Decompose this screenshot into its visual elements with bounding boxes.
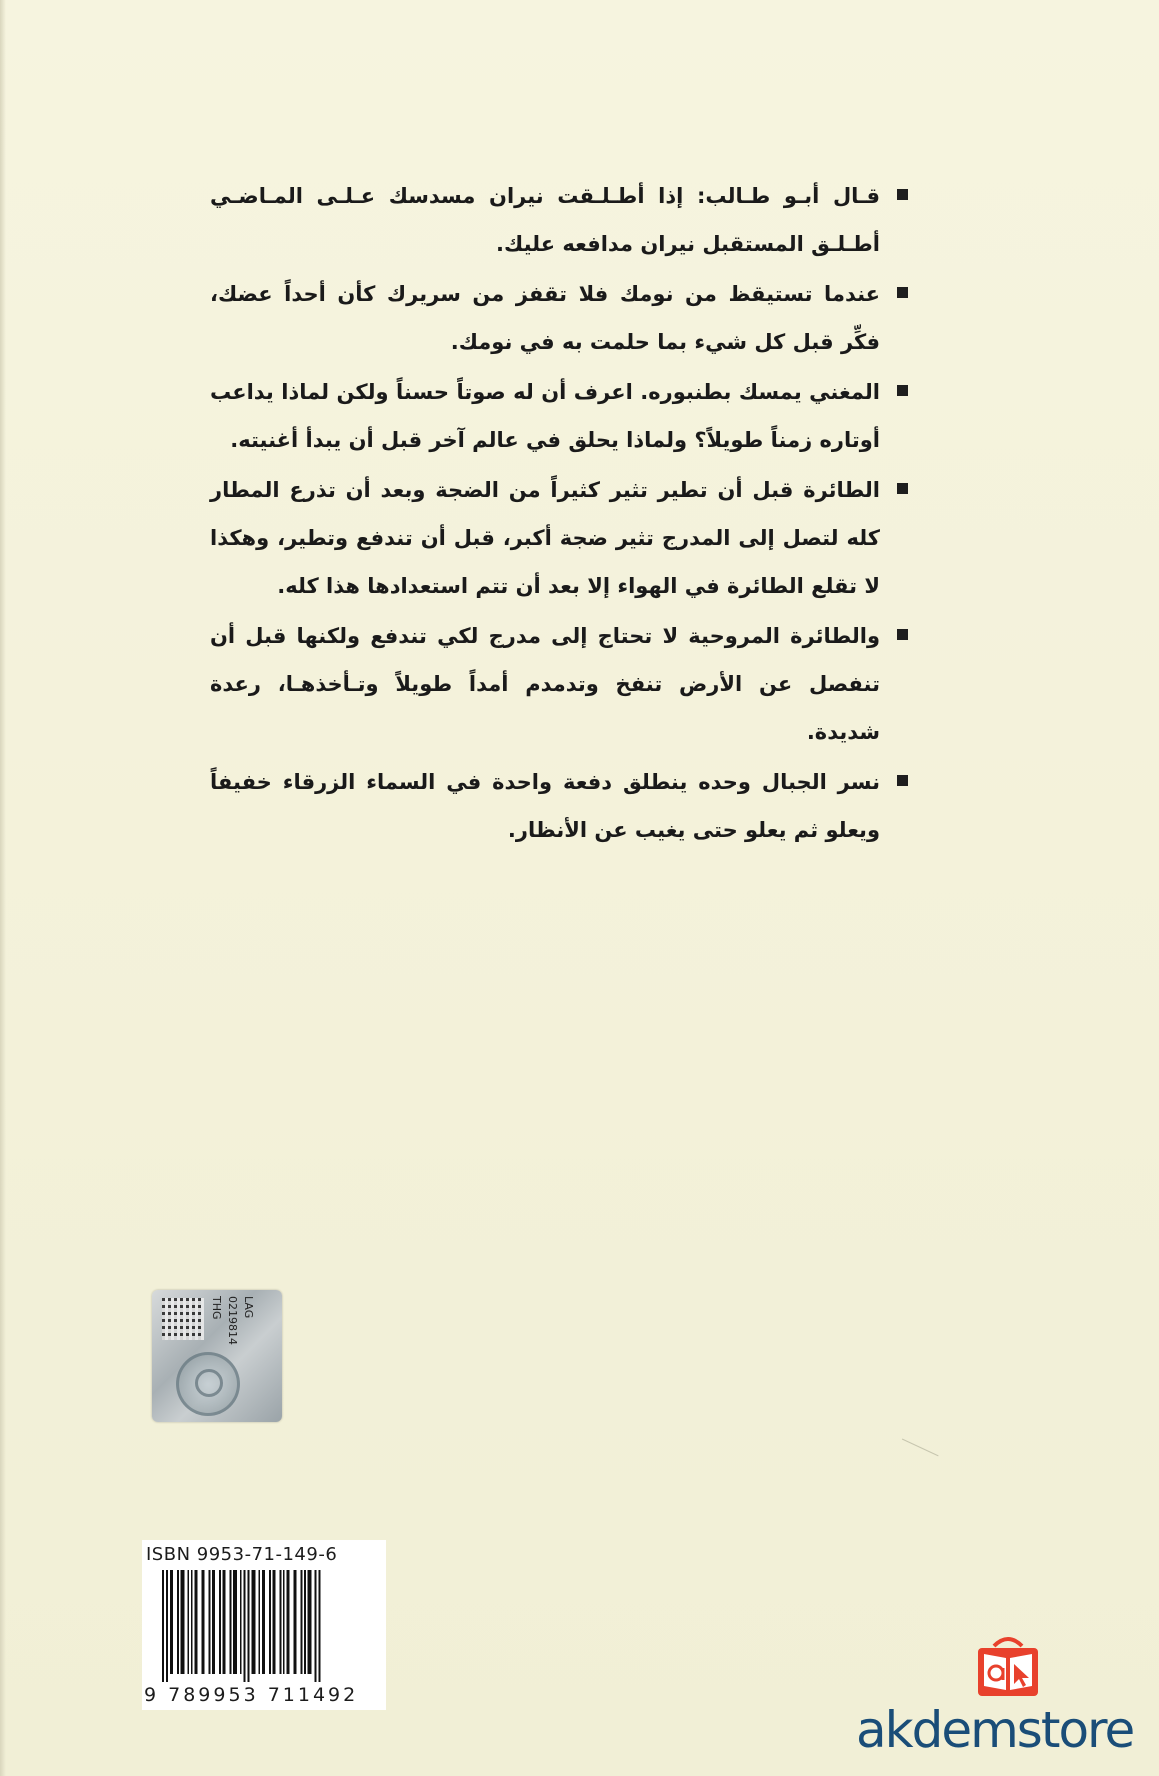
- barcode-bar: [287, 1570, 290, 1674]
- quote-item: [210, 270, 910, 366]
- barcode-bar: [319, 1570, 321, 1682]
- barcode-bar: [219, 1570, 221, 1674]
- barcode-bar: [209, 1570, 211, 1674]
- square-bullet-icon: [897, 629, 908, 640]
- quote-item: [210, 172, 910, 268]
- book-cursor-icon: [972, 1632, 1044, 1700]
- barcode-bar: [273, 1570, 276, 1674]
- barcode-bar: [223, 1570, 226, 1674]
- barcode-bar: [191, 1570, 193, 1674]
- barcode-bar: [262, 1570, 265, 1674]
- barcode-bar: [269, 1570, 271, 1674]
- quote-text: الطائرة قبل أن تطير تثير كثيراً من الضجة وبعد أن تذرع المطار كله لتصل إلى المدرج تثير ضجة أكبر، قبل أن تندفع وتطير، وهكذا لا تقلع الطائرة في الهواء إلا بعد أن تتم استعدادها هذا كله.: [210, 478, 880, 598]
- cover-edge-shadow: [0, 0, 6, 1776]
- quote-item: [210, 612, 910, 756]
- barcode-bar: [252, 1570, 256, 1674]
- barcode-bar: [248, 1570, 250, 1682]
- barcode-bar: [244, 1570, 246, 1682]
- isbn-barcode: [142, 1540, 386, 1710]
- isbn-label: ISBN 9953-71-149-6: [146, 1544, 338, 1565]
- square-bullet-icon: [897, 385, 908, 396]
- barcode-bars-icon: [162, 1570, 378, 1682]
- barcode-bar: [181, 1570, 185, 1674]
- barcode-bar: [315, 1570, 317, 1682]
- surface-scuff: [893, 1439, 938, 1475]
- barcode-bar: [170, 1570, 173, 1674]
- quote-item: [210, 758, 910, 854]
- square-bullet-icon: [897, 775, 908, 786]
- barcode-bar: [240, 1570, 242, 1674]
- quotes-text-block: [210, 172, 910, 856]
- hologram-security-sticker: [152, 1290, 282, 1422]
- quote-text: عندما تستيقظ من نومك فلا تقفز من سريرك كأن أحداً عضك، فكِّر قبل كل شيء بما حلمت به في نومك.: [210, 282, 880, 354]
- quote-item: [210, 466, 910, 610]
- barcode-bar: [177, 1570, 179, 1674]
- barcode-bar: [283, 1570, 285, 1674]
- barcode-bar: [294, 1570, 297, 1674]
- square-bullet-icon: [897, 287, 908, 298]
- barcode-bar: [304, 1570, 306, 1674]
- sticker-codes: [210, 1296, 276, 1356]
- quote-text: والطائرة المروحية لا تحتاج إلى مدرج لكي تندفع ولكنها قبل أن تنفصل عن الأرض تنفخ وتدمدم أمداً طويلاً وتـأخذهـا، رعدة شديدة.: [210, 624, 880, 744]
- barcode-bar: [280, 1570, 282, 1674]
- barcode-bar: [259, 1570, 261, 1674]
- barcode-bar: [230, 1570, 232, 1674]
- barcode-bar: [212, 1570, 215, 1674]
- quote-item: [210, 368, 910, 464]
- barcode-bar: [202, 1570, 205, 1674]
- quote-text: نسر الجبال وحده ينطلق دفعة واحدة في السماء الزرقاء خفيفاً ويعلو ثم يعلو حتى يغيب عن الأنظار.: [210, 770, 880, 842]
- square-bullet-icon: [897, 483, 908, 494]
- sticker-code: THG: [210, 1296, 223, 1320]
- barcode-bar: [188, 1570, 190, 1674]
- barcode-bar: [195, 1570, 198, 1674]
- barcode-bar: [233, 1570, 237, 1674]
- store-logo-text: akdemstore: [856, 1701, 1134, 1759]
- barcode-digits: 9 789953 711492: [144, 1684, 359, 1706]
- hologram-emblem-icon: [176, 1352, 240, 1416]
- barcode-bar: [166, 1570, 168, 1682]
- barcode-bar: [162, 1570, 164, 1682]
- barcode-bar: [301, 1570, 303, 1674]
- quote-text: المغني يمسك بطنبوره. اعرف أن له صوتاً حسناً ولكن لماذا يداعب أوتاره زمناً طويلاً؟ ولماذا يحلق في عالم آخر قبل أن يبدأ أغنيته.: [210, 380, 880, 452]
- square-bullet-icon: [897, 189, 908, 200]
- barcode-bar: [308, 1570, 312, 1674]
- sticker-code: 0219814: [226, 1296, 239, 1345]
- qr-code-icon: [162, 1298, 204, 1340]
- quote-text: قـال أبـو طـالب: إذا أطـلـقت نيران مسدسك عـلـى المـاضـي أطـلـق المستقبل نيران مدافعه عليك.: [210, 184, 880, 256]
- sticker-code: LAG: [242, 1296, 255, 1319]
